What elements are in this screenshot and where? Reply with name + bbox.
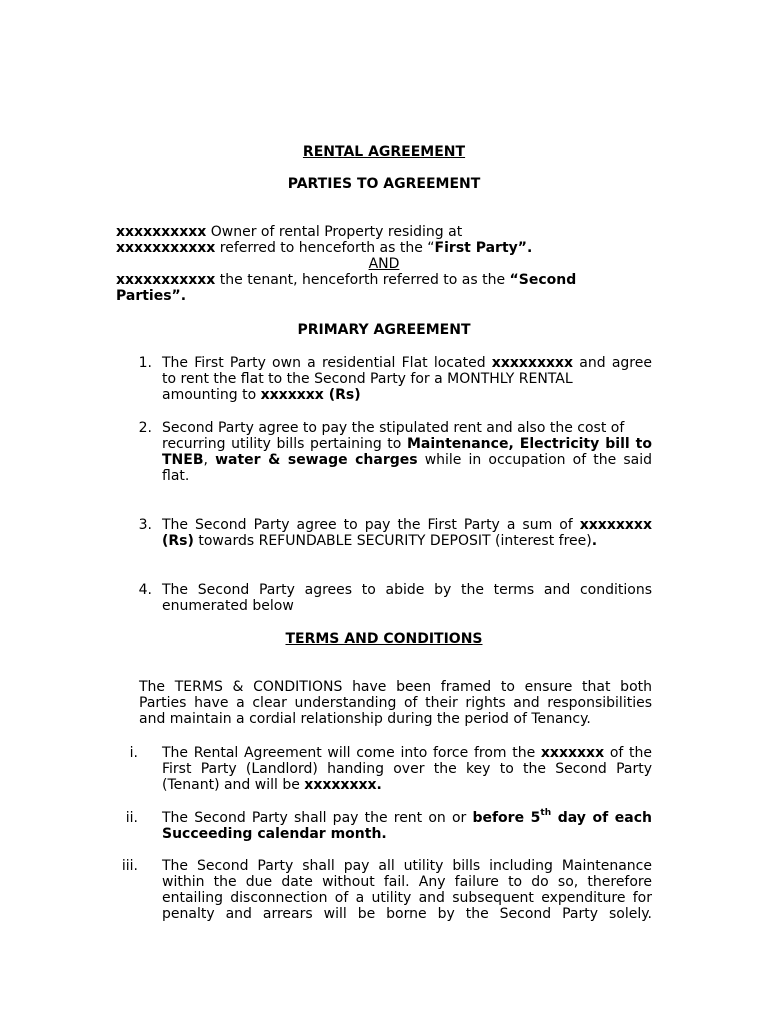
term-iii-number: iii.: [121, 858, 138, 874]
terms-heading: TERMS AND CONDITIONS: [285, 631, 483, 647]
term-ii: The Second Party shall pay the rent on or before 5th day of each Succeeding calendar month.: [162, 808, 652, 842]
term-i: The Rental Agreement will come into force from the xxxxxxx of the First Party (Landlord) handing over the key to the Second Party (Tenant) and will be xxxxxxxx.: [162, 745, 652, 793]
primary-item-2-number: 2.: [138, 420, 152, 436]
parties-block: [116, 224, 656, 304]
primary-item-4-number: 4.: [138, 582, 152, 598]
parties-heading: PARTIES TO AGREEMENT: [287, 176, 481, 192]
term-iii: The Second Party shall pay all utility bills including Maintenance within the due date without fail. Any failure to do so, therefore entailing disconnection of a utility and subsequent expenditure for penalty and arrears will be borne by the Second Party solely.: [162, 858, 652, 922]
primary-item-2: Second Party agree to pay the stipulated rent and also the cost of recurring utility bills pertaining to Maintenance, Electricity bill to TNEB, water & sewage charges while in occupation of the said flat.: [162, 420, 653, 484]
primary-item-1: The First Party own a residential Flat located xxxxxxxxx and agree to rent the flat to the Second Party for a MONTHLY RENTAL amounting to xxxxxxx (Rs): [162, 355, 652, 403]
term-ii-number: ii.: [125, 810, 138, 826]
term-i-number: i.: [129, 745, 138, 761]
primary-item-3: The Second Party agree to pay the First Party a sum of xxxxxxxx (Rs) towards REFUNDABLE SECURITY DEPOSIT (interest free).: [162, 517, 652, 549]
primary-item-4: The Second Party agrees to abide by the terms and conditions enumerated below: [162, 582, 652, 614]
first-party-line-1: xxxxxxxxxx Owner of rental Property residing at: [116, 224, 463, 240]
first-party-line-2: xxxxxxxxxxx referred to henceforth as the “First Party”.: [116, 240, 533, 256]
document-title: RENTAL AGREEMENT: [302, 144, 466, 160]
second-party-line-2: Parties”.: [116, 288, 187, 304]
primary-item-3-number: 3.: [138, 517, 152, 533]
second-party-line-1: xxxxxxxxxxx the tenant, henceforth referred to as the “Second: [116, 272, 577, 288]
terms-intro: The TERMS & CONDITIONS have been framed to ensure that both Parties have a clear understanding of their rights and responsibilities and maintain a cordial relationship during the period of Tenancy.: [139, 679, 652, 727]
primary-item-1-number: 1.: [138, 355, 152, 371]
primary-heading: PRIMARY AGREEMENT: [297, 322, 471, 338]
and-separator: AND: [368, 256, 400, 272]
